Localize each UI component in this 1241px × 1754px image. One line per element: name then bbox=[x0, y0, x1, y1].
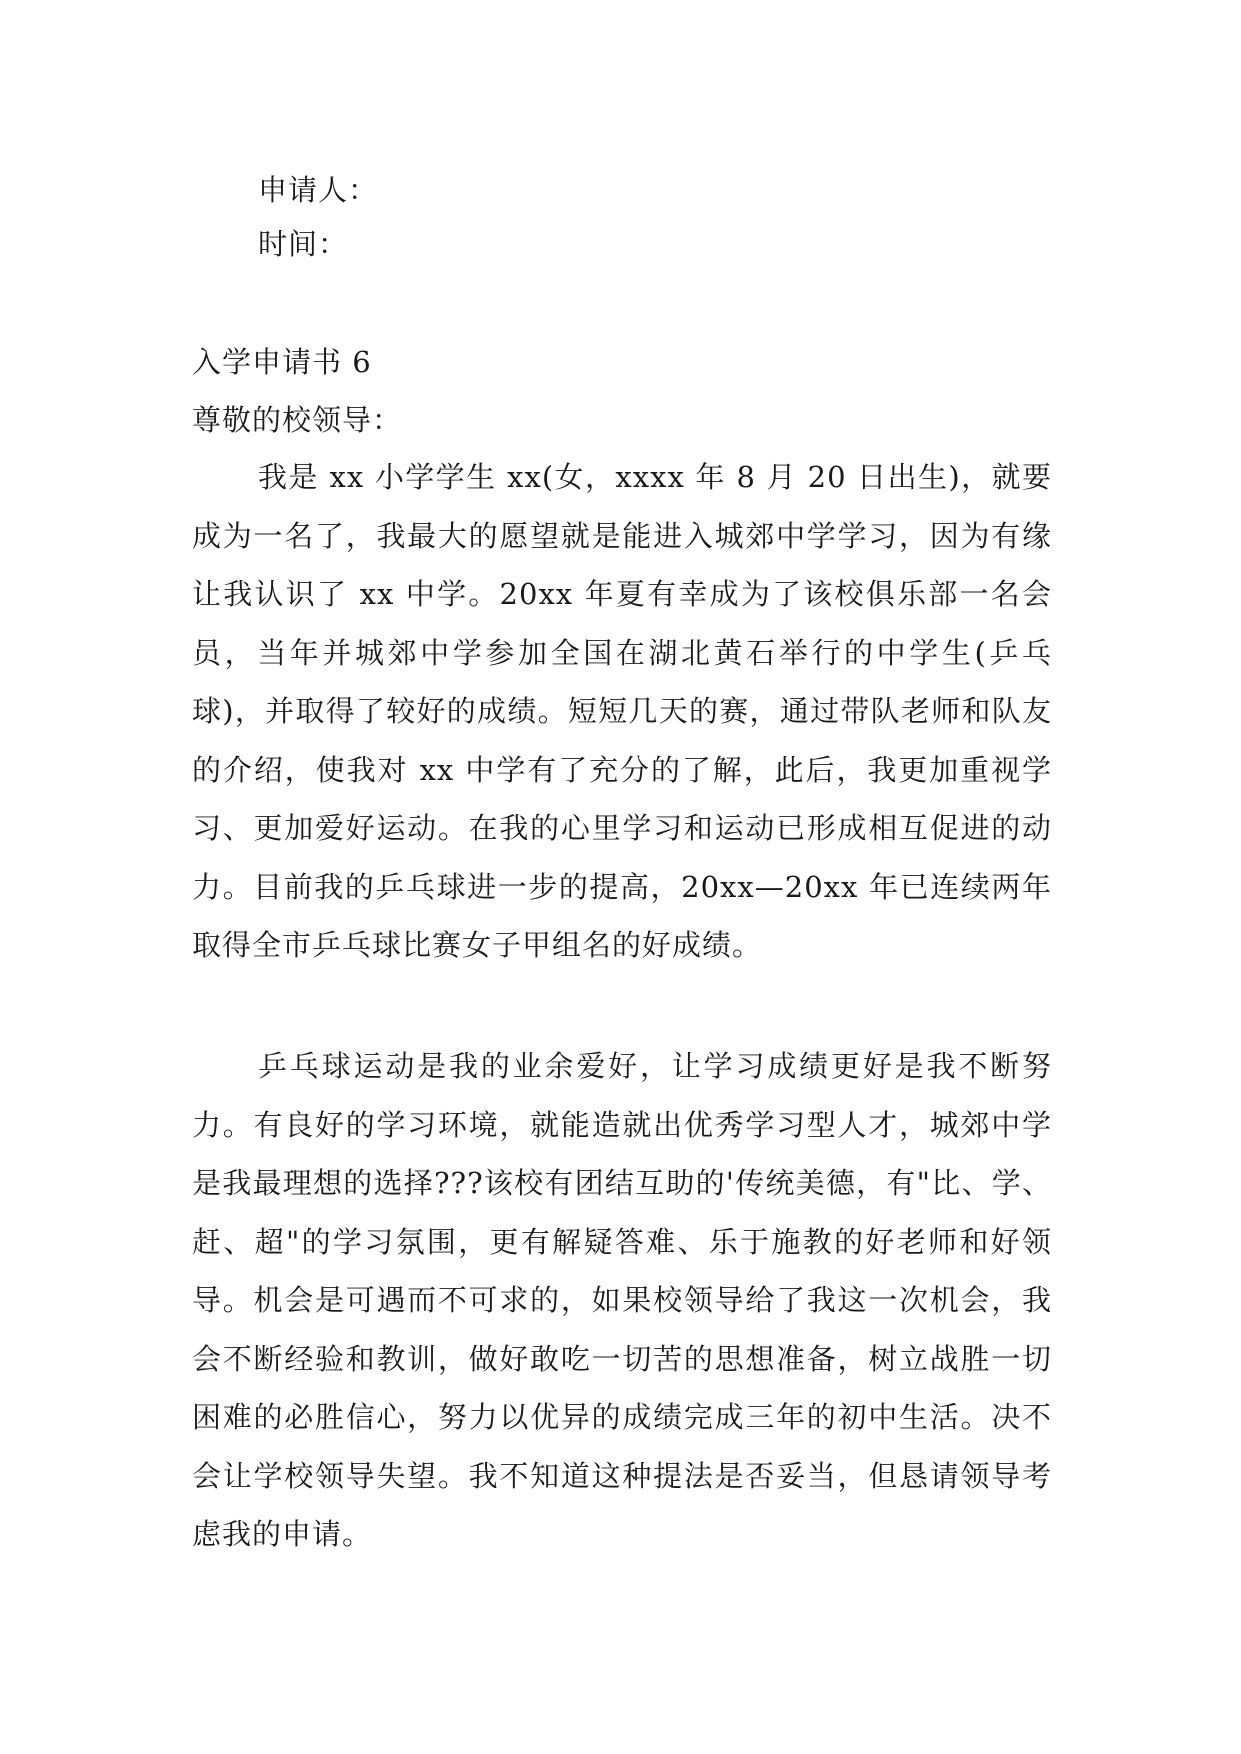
letter-salutation: 尊敬的校领导： bbox=[192, 403, 403, 437]
letter-paragraph-1: 我是 xx 小学学生 xx(女，xxxx 年 8 月 20 日出生)，就要成为一名了，我最大的愿望就是能进入城郊中学学习，因为有缘让我认识了 xx 中学。20xx 年夏有幸成为了该校俱乐部一名会员，当年并城郊中学参加全国在湖北黄石举行的中学生(乒乓球)，并取得了较好的成绩。短短几天的赛，通过带队老师和队友的介绍，使我对 xx 中学有了充分的了解，此后，我更加重视学习、更加爱好运动。在我的心里学习和运动已形成相互促进的动力。目前我的乒乓球进一步的提高，20xx—20xx 年已连续两年取得全市乒乓球比赛女子甲组名的好成绩。 bbox=[192, 460, 1052, 962]
letter-paragraph-2: 乒乓球运动是我的业余爱好，让学习成绩更好是我不断努力。有良好的学习环境，就能造就出优秀学习型人才，城郊中学是我最理想的选择???该校有团结互助的'传统美德，有"比、学、赶、超"的学习氛围，更有解疑答难、乐于施教的好老师和好领导。机会是可遇而不可求的，如果校领导给了我这一次机会，我会不断经验和教训，做好敢吃一切苦的思想准备，树立战胜一切困难的必胜信心，努力以优异的成绩完成三年的初中生活。决不会让学校领导失望。我不知道这种提法是否妥当，但恳请领导考虑我的申请。 bbox=[192, 1049, 1052, 1551]
letter-title: 入学申请书 6 bbox=[192, 345, 372, 379]
date-label: 时间： bbox=[258, 227, 349, 261]
applicant-label: 申请人： bbox=[258, 173, 379, 207]
